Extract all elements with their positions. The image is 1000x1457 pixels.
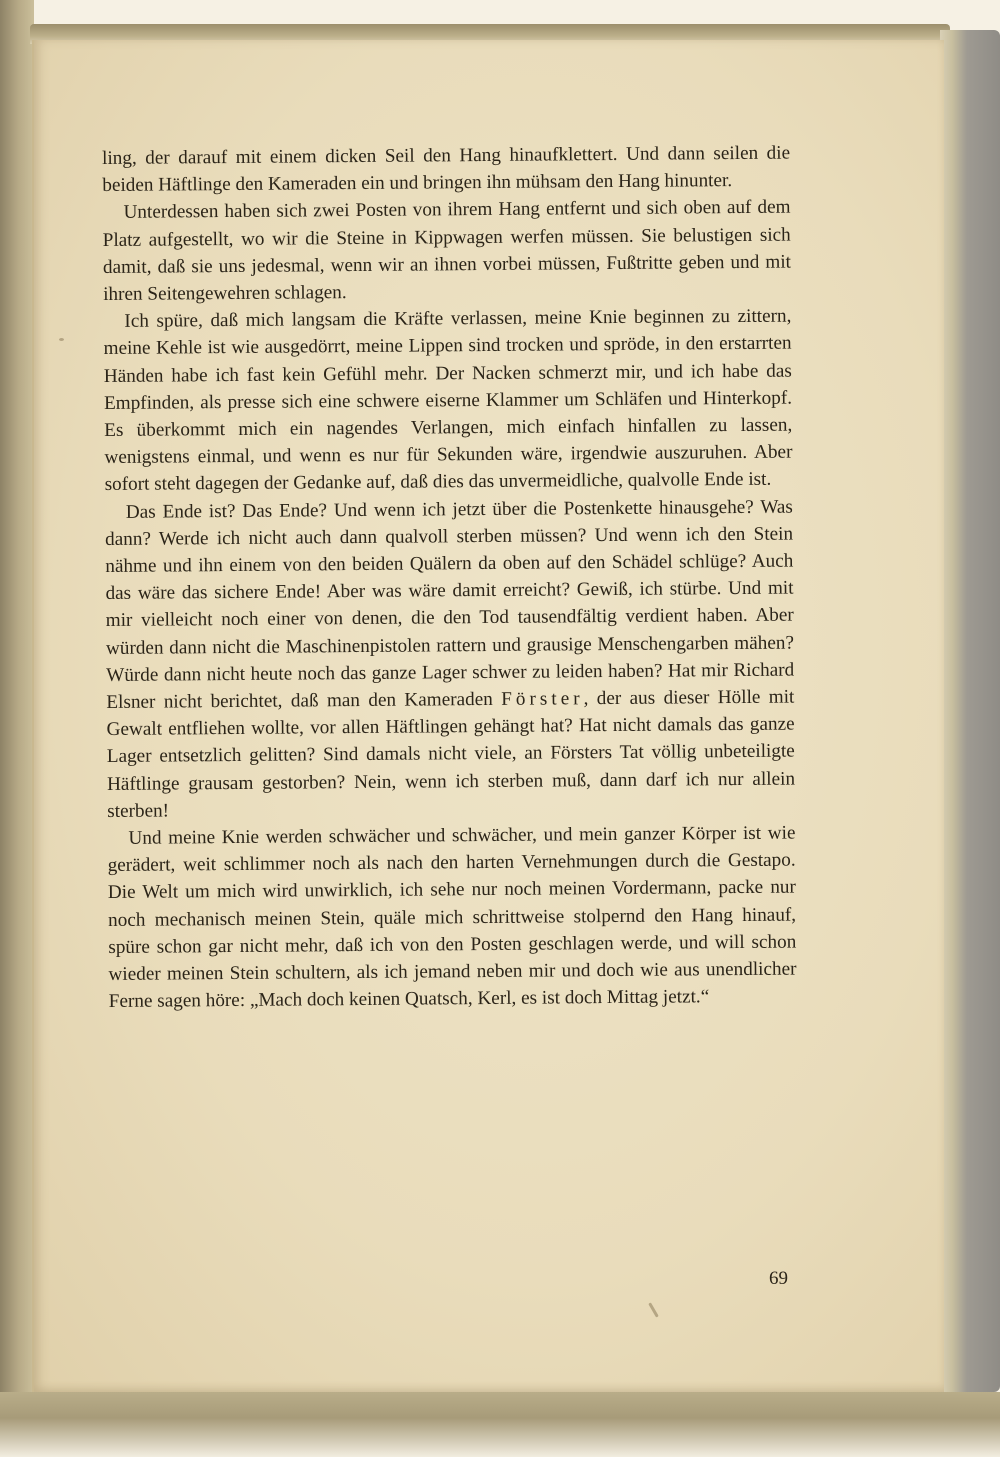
spaced-name-foerster: Förster [501, 688, 584, 710]
paragraph-2: Unterdessen haben sich zwei Posten von ihrem Hang entfernt und sich oben auf dem Platz aufgestellt, wo wir die Steine in Kippwagen werfen müssen. Sie belustigen sich damit, daß sie uns jedesmal, wenn wir an ihnen vorbei müssen, Fußtritte geben und mit ihren Seitengewehren schlagen. [102, 197, 792, 306]
paragraph-4-text-before: Das Ende ist? Das Ende? Und wenn ich jetzt über die Postenkette hinausgehe? Was dann? Werde ich nicht auch dann qualvoll sterben müssen? Und wenn ich den Stein nähme und ihn einem von den beiden Quälern da oben auf den Schädel schlüge? Auch das wäre das sichere Ende! Aber was wäre damit erreicht? Gewiß, ich stürbe. Und mit mir vielleicht noch einer von denen, die den Tod tausendfältig verdient haben. Aber würden dann nicht die Maschinenpistolen rattern und grausige Menschengarben mähen? Würde dann nicht heute noch das ganze Lager schwer zu leiden haben? Hat mir Richard Elsner nicht berichtet, daß man den Kameraden [105, 496, 795, 714]
paragraph-1: ling, der darauf mit einem dicken Seil den Hang hinaufklettert. Und dann seilen die beiden Häftlinge den Kameraden ein und bringen ihn mühsam den Hang hinunter. [102, 142, 791, 197]
paragraph-4-text-after: , der aus dieser Hölle mit Gewalt entfliehen wollte, vor allen Häftlingen gehängt hat? Hat nicht damals das ganze Lager entsetzlich gelitten? Sind damals nicht viele, an Försters Tat völlig unbeteiligte Häftlinge grausam gestorben? Nein, wenn ich sterben muß, dann darf ich nur allein sterben! [106, 686, 796, 822]
paper-speck [648, 1302, 659, 1317]
book-cover-left [0, 0, 34, 1457]
page-stack-right [940, 30, 1000, 1392]
paragraph-5: Und meine Knie werden schwächer und schwächer, und mein ganzer Körper ist wie gerädert, weit schlimmer noch als nach den harten Vernehmungen durch die Gestapo. Die Welt um mich wird unwirklich, ich sehe nur noch meinen Vordermann, packe nur noch mechanisch meinen Stein, quäle mich schrittweise stolpernd den Hang hinauf, spüre schon gar nicht mehr, daß ich von den Posten geschlagen werde, und will schon wieder meinen Stein schultern, als ich jemand neben mir und doch wie aus unendlicher Ferne sagen höre: „Mach doch keinen Quatsch, Kerl, es ist doch Mittag jetzt.“ [107, 822, 797, 1013]
paragraph-4 [105, 493, 796, 825]
paper-speck [59, 338, 64, 341]
paragraph-3: Ich spüre, daß mich langsam die Kräfte verlassen, meine Knie beginnen zu zittern, meine Kehle ist wie ausgedörrt, meine Lippen sind trocken und spröde, in den erstarrten Händen habe ich fast kein Gefühl mehr. Der Nacken schmerzt mir, und ich habe das Empfinden, als presse sich eine schwere eiserne Klammer um Schläfen und Hinterkopf. Es überkommt mich ein nagendes Verlangen, mich einfach hinfallen zu lassen, wenigstens einmal, und wenn es nur für Sekunden wäre, irgendwie auszuruhen. Aber sofort steht dagegen der Gedanke auf, daß dies das unvermeidliche, qualvolle Ende ist. [103, 305, 793, 496]
book-cover-bottom [0, 1392, 1000, 1457]
page-number: 69 [769, 1268, 788, 1289]
page-body-text [102, 140, 797, 1016]
